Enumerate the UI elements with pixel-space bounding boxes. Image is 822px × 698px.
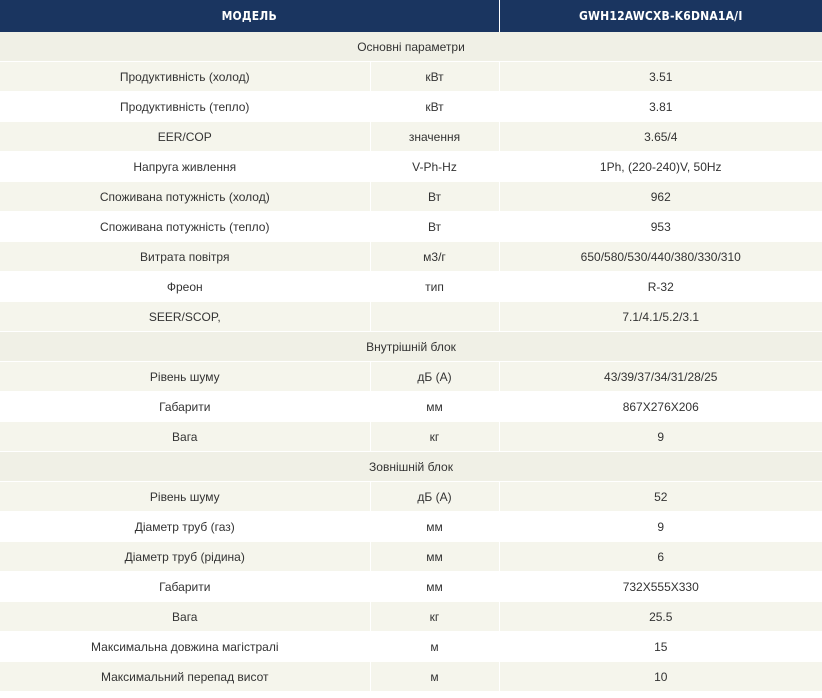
table-row [0,422,822,452]
param-name-cell: Вага [0,422,370,452]
param-unit-cell: мм [370,572,499,602]
table-row [0,662,822,692]
param-name-cell: Споживана потужність (холод) [0,182,370,212]
table-row [0,512,822,542]
param-unit-cell: м [370,662,499,692]
param-name-cell: EER/COP [0,122,370,152]
param-unit-cell [370,302,499,332]
param-value-cell: 43/39/37/34/31/28/25 [499,362,822,392]
param-name-cell: SEER/SCOP, [0,302,370,332]
param-name-cell: Фреон [0,272,370,302]
param-name-cell: Продуктивність (холод) [0,62,370,92]
table-row [0,152,822,182]
param-value-cell: 867X276X206 [499,392,822,422]
param-unit-cell: мм [370,512,499,542]
param-unit-cell: дБ (А) [370,362,499,392]
param-name-cell: Продуктивність (тепло) [0,92,370,122]
table-row [0,542,822,572]
section-row [0,332,822,362]
param-name-cell: Вага [0,602,370,632]
param-name-cell: Споживана потужність (тепло) [0,212,370,242]
section-title: Основні параметри [0,32,822,62]
section-row [0,32,822,62]
table-row [0,182,822,212]
param-value-cell: 3.65/4 [499,122,822,152]
param-unit-cell: кВт [370,92,499,122]
table-row [0,572,822,602]
param-name-cell: Рівень шуму [0,362,370,392]
param-name-cell: Габарити [0,572,370,602]
table-row [0,272,822,302]
param-name-cell: Діаметр труб (газ) [0,512,370,542]
param-name-cell: Габарити [0,392,370,422]
param-value-cell: 732X555X330 [499,572,822,602]
model-header-value: GWH12AWCXB-K6DNA1A/I [499,0,822,32]
table-row [0,632,822,662]
param-unit-cell: мм [370,392,499,422]
param-value-cell: 52 [499,482,822,512]
param-unit-cell: м [370,632,499,662]
param-value-cell: 6 [499,542,822,572]
table-row [0,302,822,332]
param-unit-cell: м3/г [370,242,499,272]
param-name-cell: Максимальний перепад висот [0,662,370,692]
param-value-cell: 3.51 [499,62,822,92]
param-unit-cell: Вт [370,182,499,212]
param-value-cell: 10 [499,662,822,692]
table-row [0,362,822,392]
param-unit-cell: Вт [370,212,499,242]
table-row [0,242,822,272]
param-value-cell: 9 [499,512,822,542]
table-row [0,482,822,512]
param-value-cell: 962 [499,182,822,212]
param-unit-cell: дБ (А) [370,482,499,512]
header-row [0,0,822,32]
table-row [0,122,822,152]
param-unit-cell: значення [370,122,499,152]
param-name-cell: Напруга живлення [0,152,370,182]
param-name-cell: Рівень шуму [0,482,370,512]
table-body [0,32,822,692]
param-value-cell: 3.81 [499,92,822,122]
param-unit-cell: V-Ph-Hz [370,152,499,182]
param-value-cell: R-32 [499,272,822,302]
table-row [0,212,822,242]
param-unit-cell: кВт [370,62,499,92]
param-value-cell: 15 [499,632,822,662]
table-header [0,0,822,32]
param-unit-cell: тип [370,272,499,302]
table-row [0,602,822,632]
param-name-cell: Витрата повітря [0,242,370,272]
table-row [0,392,822,422]
section-row [0,452,822,482]
param-name-cell: Діаметр труб (рідина) [0,542,370,572]
param-unit-cell: кг [370,422,499,452]
param-unit-cell: кг [370,602,499,632]
model-header-label: МОДЕЛЬ [0,0,499,32]
param-value-cell: 7.1/4.1/5.2/3.1 [499,302,822,332]
param-value-cell: 650/580/530/440/380/330/310 [499,242,822,272]
param-value-cell: 953 [499,212,822,242]
param-name-cell: Максимальна довжина магістралі [0,632,370,662]
param-value-cell: 25.5 [499,602,822,632]
table-row [0,62,822,92]
section-title: Зовнішній блок [0,452,822,482]
param-unit-cell: мм [370,542,499,572]
param-value-cell: 9 [499,422,822,452]
table-row [0,92,822,122]
param-value-cell: 1Ph, (220-240)V, 50Hz [499,152,822,182]
section-title: Внутрішній блок [0,332,822,362]
